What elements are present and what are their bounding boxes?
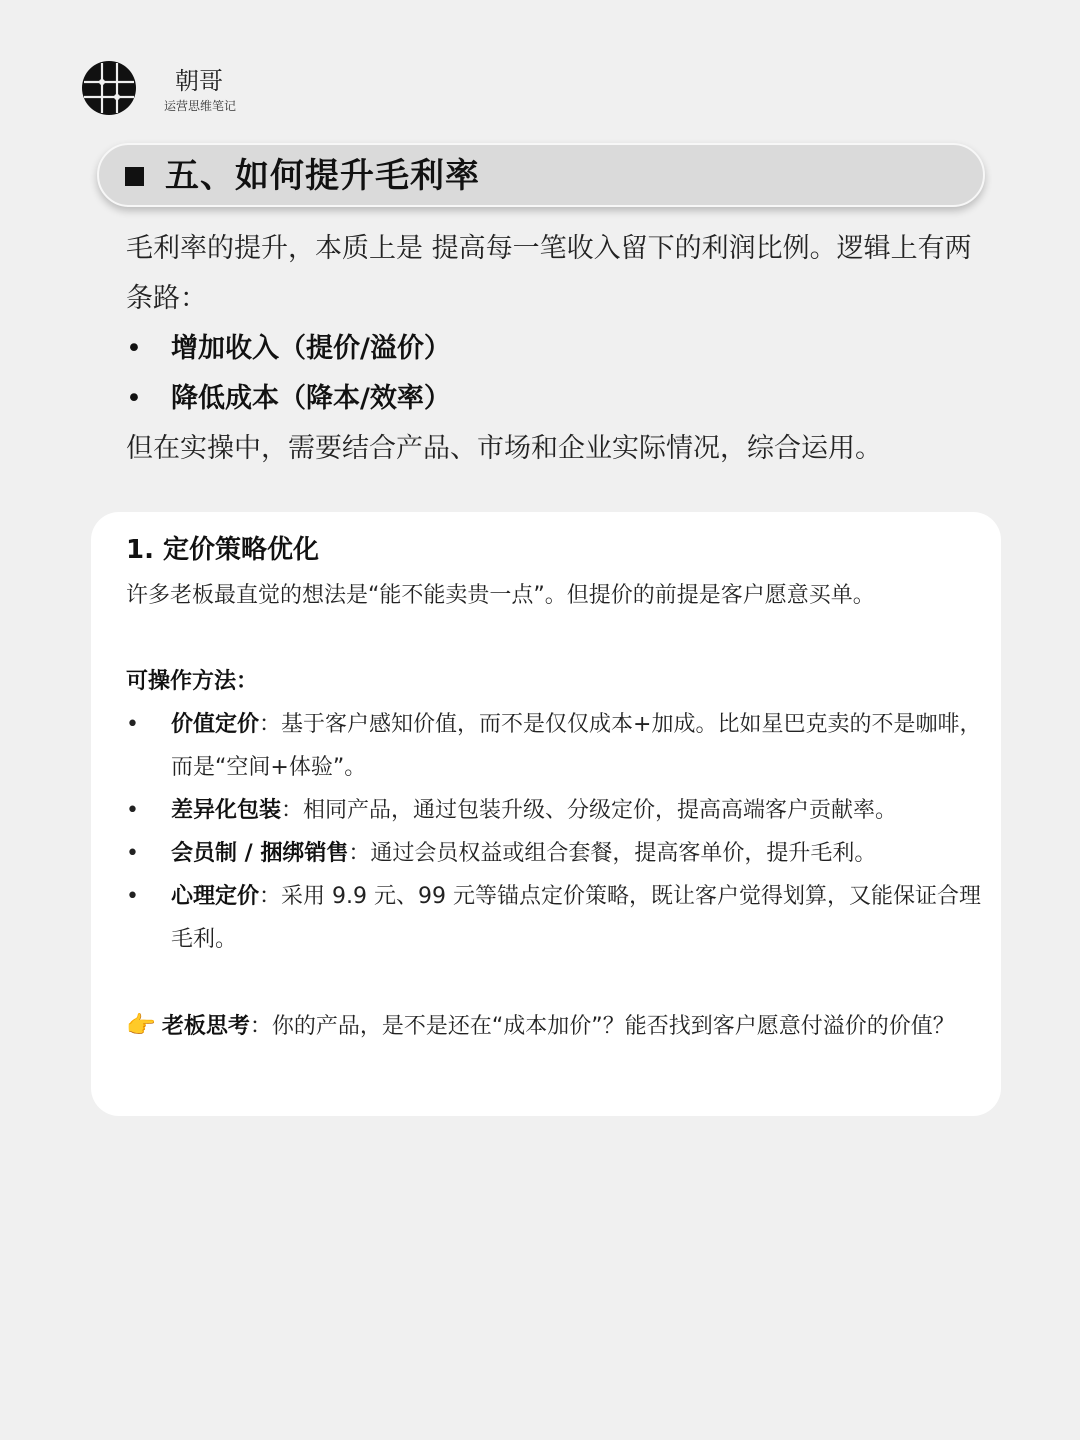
intro-text [126, 224, 996, 474]
bullet-dot: • [126, 798, 139, 823]
methods-heading: 可操作方法： [126, 669, 259, 694]
think-text: ：你的产品，是不是还在“成本加价”？能否找到客户愿意付溢价的价值？ [249, 1014, 955, 1039]
method-item [126, 703, 986, 789]
intro-bullet-text: 降低成本（降本/效率） [171, 383, 451, 414]
intro-bullet-text: 增加收入（提价/溢价） [171, 333, 451, 364]
method-desc: ：相同产品，通过包装升级、分级定价，提高高端客户贡献率。 [281, 798, 898, 823]
bullet-dot: • [126, 841, 139, 866]
method-name: 差异化包装 [171, 798, 282, 823]
bullet-dot: • [126, 383, 142, 414]
card-title: 1. 定价策略优化 [126, 535, 320, 565]
method-desc: ：采用 9.9 元、99 元等锚点定价策略，既让客户觉得划算，又能保证合理毛利。 [171, 884, 981, 952]
section-title-bar [97, 143, 985, 207]
method-item [126, 875, 986, 961]
boss-think [126, 1004, 986, 1048]
intro-line: 毛利率的提升，本质上是 提高每一笔收入留下的利润比例。逻辑上有两条路： [126, 233, 972, 314]
think-label: 老板思考 [161, 1014, 250, 1039]
bullet-dot: • [126, 884, 139, 909]
intro-bullet [126, 324, 996, 374]
content-card [91, 512, 1001, 1116]
intro-bullet [126, 374, 996, 424]
method-name: 心理定价 [171, 884, 260, 909]
square-bullet-icon [125, 167, 144, 186]
intro-conclusion: 但在实操中，需要结合产品、市场和企业实际情况，综合运用。 [126, 433, 882, 464]
method-item [126, 789, 986, 832]
bullet-dot: • [126, 712, 139, 737]
globe-grid-icon [82, 61, 136, 115]
method-name: 价值定价 [171, 712, 260, 737]
method-desc: ：基于客户感知价值，而不是仅仅成本+加成。比如星巴克卖的不是咖啡，而是“空间+体验”。 [171, 712, 982, 780]
bullet-dot: • [126, 333, 142, 364]
method-item [126, 832, 986, 875]
method-desc: ：通过会员权益或组合套餐，提高客单价，提升毛利。 [348, 841, 877, 866]
section-title: 五、如何提升毛利率 [165, 156, 480, 196]
method-name: 会员制 / 捆绑销售 [171, 841, 349, 866]
brand-name: 朝哥 [175, 67, 223, 95]
brand-subtitle: 运营思维笔记 [164, 99, 237, 113]
card-lead: 许多老板最直觉的想法是“能不能卖贵一点”。但提价的前提是客户愿意买单。 [126, 583, 875, 608]
pointing-hand-icon: 👉 [126, 1011, 156, 1039]
